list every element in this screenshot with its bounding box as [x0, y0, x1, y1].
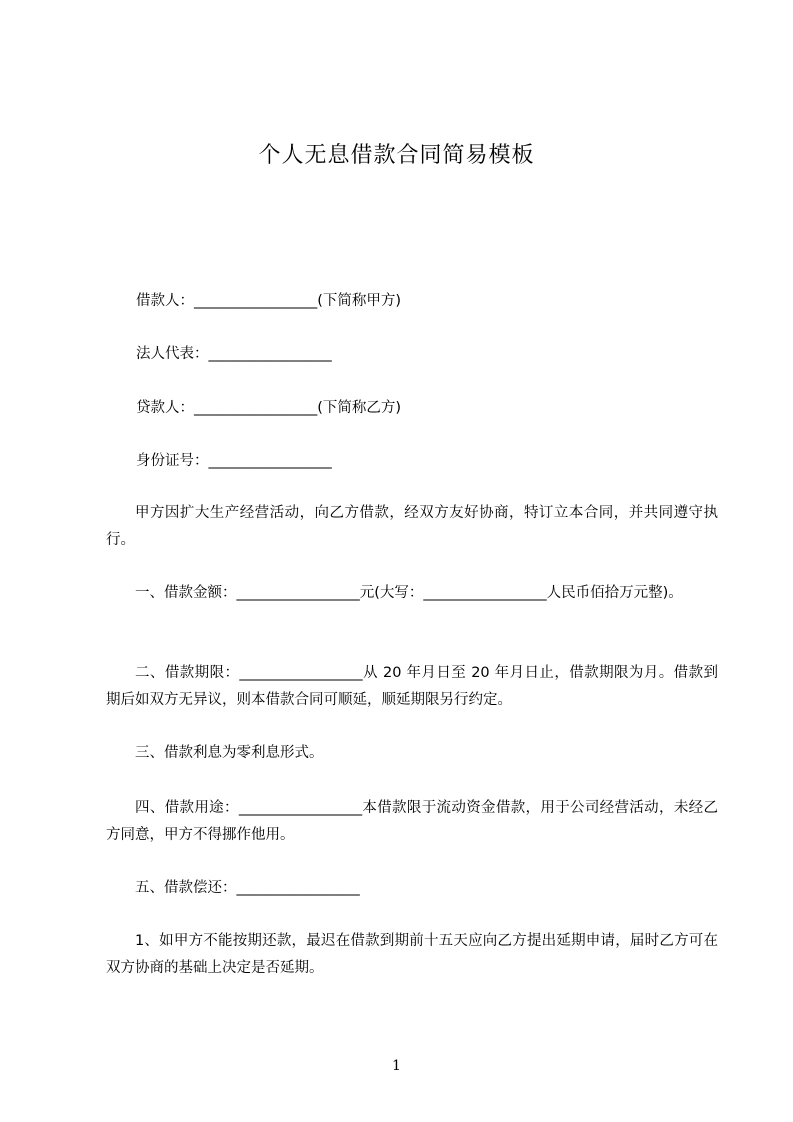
- id-number-field-line: [106, 451, 706, 471]
- loan-amount-clause: 一、借款金额：_________________元(大写：_________________人民币佰拾万元整)。: [135, 585, 683, 601]
- document-title: 个人无息借款合同简易模板: [258, 143, 535, 168]
- legal-representative-field: 法人代表：_________________: [136, 346, 332, 362]
- lender-field: 贷款人：_________________(下简称乙方): [136, 400, 402, 416]
- intro-paragraph: 甲方因扩大生产经营活动，向乙方借款，经双方友好协商，特订立本合同，并共同遵守执行。: [106, 505, 718, 548]
- lender-field-line: [106, 398, 706, 418]
- legal-representative-field-line: [106, 344, 706, 364]
- repayment-clause: 五、借款偿还：_________________: [135, 880, 360, 896]
- page-number: 1: [392, 1058, 401, 1074]
- borrower-field: 借款人：_________________(下简称甲方): [136, 293, 402, 309]
- id-number-field: 身份证号：_________________: [136, 453, 332, 469]
- interest-clause: 三、借款利息为零利息形式。: [135, 745, 324, 761]
- extension-clause: 1、如甲方不能按期还款，最迟在借款到期前十五天应向乙方提出延期申请，届时乙方可在双方协商的基础上决定是否延期。: [106, 933, 718, 976]
- borrower-field-line: [106, 291, 706, 311]
- loan-term-clause: 二、借款期限：_________________从 20 年月日至 20 年月日止，借款期限为月。借款到期后如双方无异议，则本借款合同可顺延，顺延期限另行约定。: [106, 665, 718, 708]
- loan-purpose-clause: 四、借款用途：_________________本借款限于流动资金借款，用于公司经营活动，未经乙方同意，甲方不得挪作他用。: [106, 800, 718, 843]
